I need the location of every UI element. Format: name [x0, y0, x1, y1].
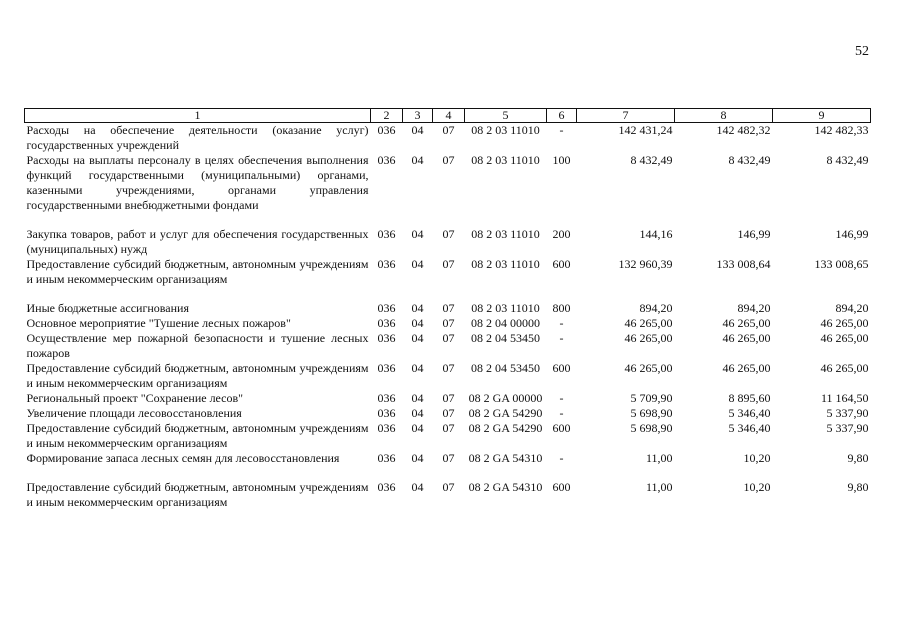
row-col-7: 8 432,49	[630, 153, 673, 167]
table-body	[25, 123, 871, 511]
row-col-7: 142 431,24	[618, 123, 673, 137]
column-header: 1	[25, 109, 371, 123]
table-row	[25, 227, 871, 257]
row-col-4: 07	[442, 451, 455, 465]
row-col-2: 036	[377, 316, 396, 330]
row-col-4: 07	[442, 361, 455, 375]
row-col-5: 08 2 04 53450	[471, 331, 540, 345]
table-row	[25, 361, 871, 391]
row-col-7: 894,20	[639, 301, 673, 315]
row-col-8: 8 895,60	[728, 391, 771, 405]
row-col-2: 036	[377, 391, 396, 405]
row-col-6: 100	[552, 153, 571, 167]
row-col-4: 07	[442, 123, 455, 137]
row-col-7: 5 709,90	[630, 391, 673, 405]
row-col-9: 133 008,65	[814, 257, 869, 271]
row-col-6: 600	[552, 421, 571, 435]
row-col-7: 11,00	[645, 480, 673, 494]
row-name: Осуществление мер пожарной безопасности и тушение лесных пожаров	[26, 331, 369, 360]
row-name: Формирование запаса лесных семян для лесовосстановления	[26, 451, 340, 465]
row-col-8: 894,20	[737, 301, 771, 315]
row-col-9: 142 482,33	[814, 123, 869, 137]
row-col-8: 46 265,00	[722, 361, 771, 375]
row-col-8: 146,99	[737, 227, 771, 241]
row-col-4: 07	[442, 316, 455, 330]
row-name: Предоставление субсидий бюджетным, автономным учреждениям и иным некоммерческим организациям	[26, 257, 369, 286]
row-col-3: 04	[411, 257, 424, 271]
row-col-9: 11 164,50	[820, 391, 869, 405]
row-col-5: 08 2 03 11010	[471, 153, 540, 167]
row-col-3: 04	[411, 406, 424, 420]
row-col-5: 08 2 03 11010	[471, 123, 540, 137]
row-col-3: 04	[411, 480, 424, 494]
table-row	[25, 421, 871, 451]
table-row	[25, 451, 871, 480]
row-col-6: 800	[552, 301, 571, 315]
row-name: Предоставление субсидий бюджетным, автономным учреждениям и иным некоммерческим организациям	[26, 361, 369, 390]
row-col-6: -	[559, 331, 564, 345]
row-col-3: 04	[411, 451, 424, 465]
row-col-4: 07	[442, 421, 455, 435]
row-col-9: 146,99	[835, 227, 869, 241]
page-number: 52	[855, 44, 869, 59]
row-col-9: 9,80	[847, 480, 869, 494]
row-col-9: 5 337,90	[826, 406, 869, 420]
row-name: Предоставление субсидий бюджетным, автономным учреждениям и иным некоммерческим организациям	[26, 421, 369, 450]
row-col-8: 10,20	[743, 451, 771, 465]
table-row	[25, 123, 871, 154]
row-col-2: 036	[377, 451, 396, 465]
row-col-5: 08 2 GA 54310	[468, 451, 543, 465]
table-row	[25, 316, 871, 331]
row-col-8: 8 432,49	[728, 153, 771, 167]
row-col-7: 5 698,90	[630, 406, 673, 420]
row-name: Расходы на выплаты персоналу в целях обеспечения выполнения функций государственными (муниципальными) органами, казенными учреждениями, органами управления государственными внебюджетными фондами	[26, 153, 369, 212]
table-header-row	[25, 109, 871, 123]
row-col-2: 036	[377, 421, 396, 435]
row-col-2: 036	[377, 153, 396, 167]
row-col-3: 04	[411, 391, 424, 405]
row-col-4: 07	[442, 391, 455, 405]
row-col-4: 07	[442, 480, 455, 494]
row-col-4: 07	[442, 301, 455, 315]
row-col-2: 036	[377, 406, 396, 420]
column-header: 9	[773, 109, 871, 123]
row-name: Увеличение площади лесовосстановления	[26, 406, 242, 420]
row-col-7: 46 265,00	[624, 316, 673, 330]
row-col-6: -	[559, 391, 564, 405]
row-col-9: 5 337,90	[826, 421, 869, 435]
row-col-7: 46 265,00	[624, 331, 673, 345]
row-col-2: 036	[377, 361, 396, 375]
row-name: Основное мероприятие "Тушение лесных пожаров"	[26, 316, 291, 330]
row-col-6: 600	[552, 257, 571, 271]
row-col-5: 08 2 04 53450	[471, 361, 540, 375]
row-col-5: 08 2 03 11010	[471, 301, 540, 315]
row-col-3: 04	[411, 123, 424, 137]
row-col-3: 04	[411, 316, 424, 330]
row-col-5: 08 2 03 11010	[471, 257, 540, 271]
column-header: 2	[371, 109, 403, 123]
row-col-6: -	[559, 451, 564, 465]
table-row	[25, 391, 871, 406]
row-col-5: 08 2 GA 54290	[468, 406, 543, 420]
row-col-9: 894,20	[835, 301, 869, 315]
column-header: 5	[465, 109, 547, 123]
row-col-8: 10,20	[743, 480, 771, 494]
table-row	[25, 331, 871, 361]
row-col-4: 07	[442, 406, 455, 420]
row-col-9: 46 265,00	[820, 316, 869, 330]
table-row	[25, 480, 871, 510]
column-header: 7	[577, 109, 675, 123]
row-col-4: 07	[442, 227, 455, 241]
row-col-7: 132 960,39	[618, 257, 673, 271]
row-col-6: -	[559, 123, 564, 137]
row-col-7: 144,16	[639, 227, 673, 241]
row-col-5: 08 2 GA 54310	[468, 480, 543, 494]
row-col-4: 07	[442, 331, 455, 345]
row-col-9: 46 265,00	[820, 361, 869, 375]
row-col-3: 04	[411, 153, 424, 167]
table-row	[25, 257, 871, 301]
row-col-8: 142 482,32	[716, 123, 771, 137]
row-col-7: 46 265,00	[624, 361, 673, 375]
row-name: Региональный проект "Сохранение лесов"	[26, 391, 244, 405]
row-name: Закупка товаров, работ и услуг для обеспечения государственных (муниципальных) нужд	[26, 227, 369, 256]
column-header: 3	[403, 109, 433, 123]
row-col-5: 08 2 03 11010	[471, 227, 540, 241]
row-col-8: 133 008,64	[716, 257, 771, 271]
row-col-7: 11,00	[645, 451, 673, 465]
table-row	[25, 406, 871, 421]
row-col-2: 036	[377, 227, 396, 241]
row-col-8: 5 346,40	[728, 421, 771, 435]
row-col-2: 036	[377, 331, 396, 345]
row-name: Расходы на обеспечение деятельности (оказание услуг) государственных учреждений	[26, 123, 369, 152]
table-row	[25, 301, 871, 316]
row-col-2: 036	[377, 123, 396, 137]
row-col-3: 04	[411, 331, 424, 345]
row-col-6: 600	[552, 361, 571, 375]
row-col-5: 08 2 04 00000	[471, 316, 540, 330]
row-col-6: 200	[552, 227, 571, 241]
row-col-2: 036	[377, 301, 396, 315]
row-col-3: 04	[411, 301, 424, 315]
row-col-5: 08 2 GA 00000	[468, 391, 543, 405]
row-col-4: 07	[442, 257, 455, 271]
row-col-8: 5 346,40	[728, 406, 771, 420]
row-col-7: 5 698,90	[630, 421, 673, 435]
row-col-3: 04	[411, 361, 424, 375]
row-col-5: 08 2 GA 54290	[468, 421, 543, 435]
table-row	[25, 153, 871, 227]
row-col-9: 9,80	[847, 451, 869, 465]
row-col-4: 07	[442, 153, 455, 167]
row-name: Иные бюджетные ассигнования	[26, 301, 189, 315]
row-col-6: -	[559, 406, 564, 420]
column-header: 4	[433, 109, 465, 123]
column-header: 8	[675, 109, 773, 123]
column-header: 6	[547, 109, 577, 123]
row-col-6: 600	[552, 480, 571, 494]
row-col-8: 46 265,00	[722, 316, 771, 330]
row-col-3: 04	[411, 421, 424, 435]
row-col-9: 46 265,00	[820, 331, 869, 345]
budget-table	[24, 108, 871, 510]
row-col-2: 036	[377, 480, 396, 494]
row-col-9: 8 432,49	[826, 153, 869, 167]
row-col-8: 46 265,00	[722, 331, 771, 345]
row-name: Предоставление субсидий бюджетным, автономным учреждениям и иным некоммерческим организациям	[26, 480, 369, 509]
row-col-3: 04	[411, 227, 424, 241]
row-col-2: 036	[377, 257, 396, 271]
row-col-6: -	[559, 316, 564, 330]
